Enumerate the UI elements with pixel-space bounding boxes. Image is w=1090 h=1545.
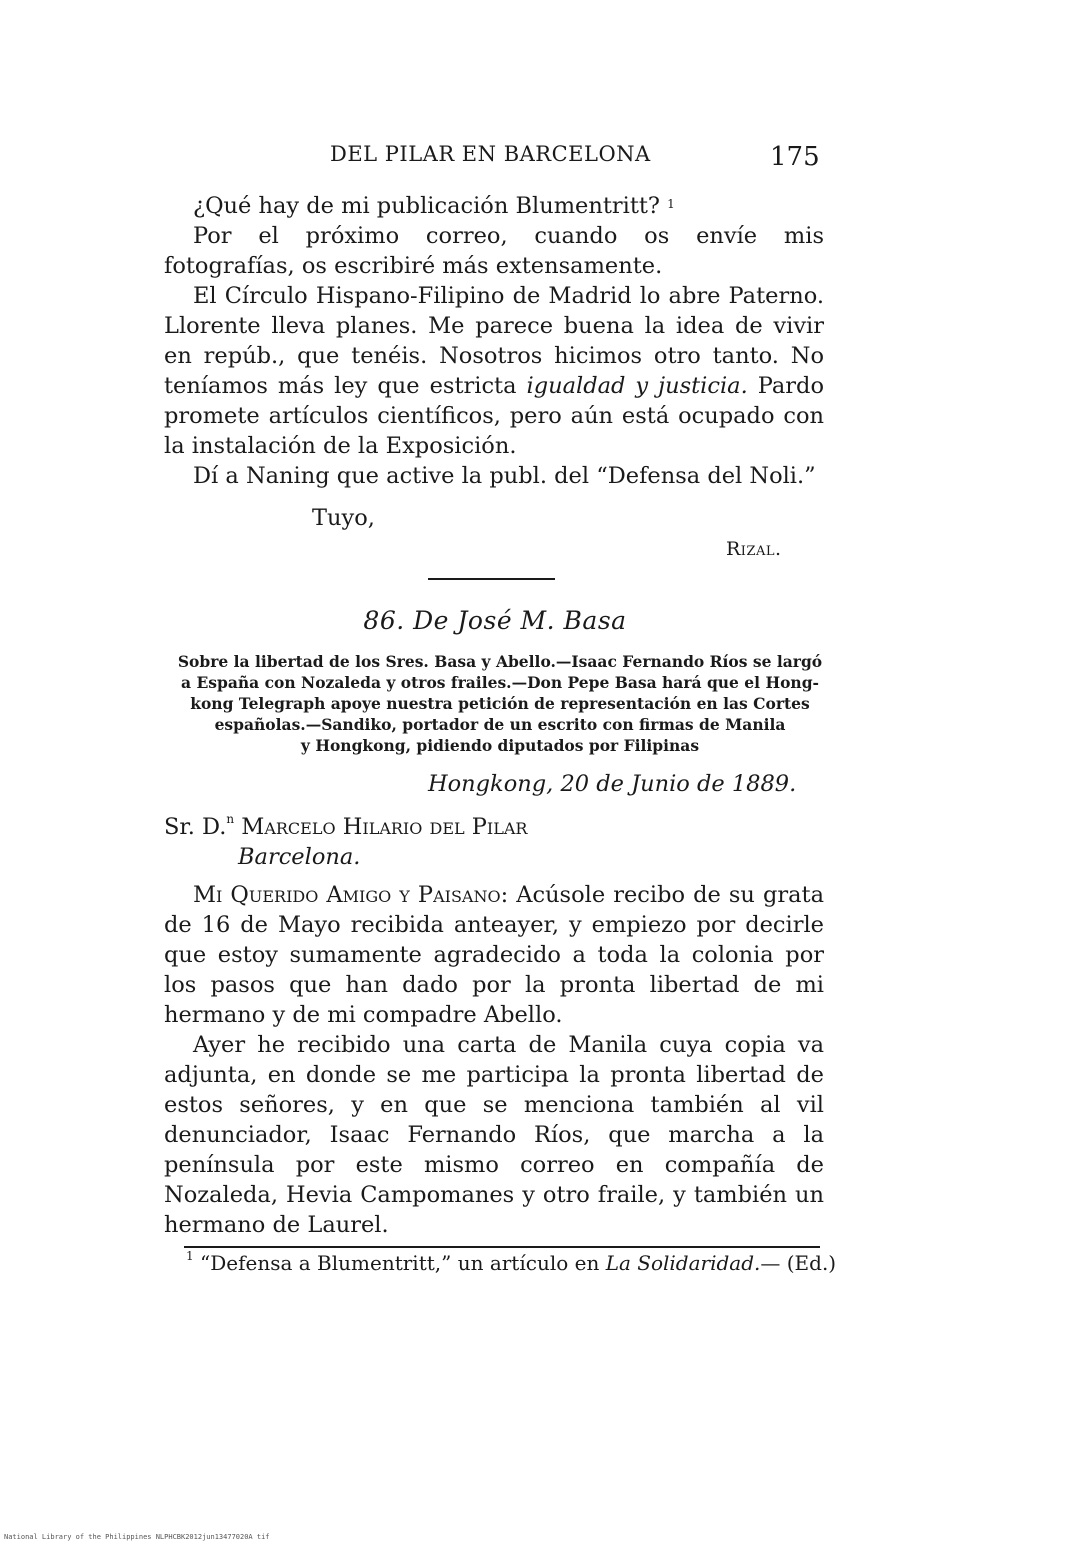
salutation-sup: n (226, 812, 235, 826)
section-summary (162, 651, 838, 756)
running-title: DEL PILAR EN BARCELONA (330, 142, 651, 166)
paragraph: Dí a Naning que active la publ. del “Defensa del Noli.” (193, 463, 816, 489)
footnote (186, 1251, 836, 1275)
summary-line: españolas.—Sandiko, portador de un escrito con firmas de Manila (214, 715, 786, 734)
paragraph-text: ¿Qué hay de mi publicación Blumentritt? (193, 193, 660, 219)
letter-end-text (164, 191, 824, 491)
footnote-rule (184, 1246, 820, 1248)
signature: Rizal. (726, 538, 782, 560)
paragraph: Ayer he recibido una carta de Manila cuya copia va adjunta, en donde se me participa la pronta libertad de estos señores, y en que se menciona también al vil denunciador, Isaac Fernando Ríos, que marcha a la península por este mismo correo en compañía de Nozaleda, Hevia Campomanes y otro fraile, y también un hermano de Laurel. (164, 1032, 824, 1238)
paragraph (164, 191, 824, 221)
summary-line: a España con Nozaleda y otros frailes.—Don Pepe Basa hará que el Hong- (181, 673, 819, 692)
salutation-prefix: Sr. D. (164, 814, 227, 840)
summary-line: Sobre la libertad de los Sres. Basa y Abello.—Isaac Fernando Ríos se largó (177, 652, 823, 671)
footnote-emphasis: La Solidaridad. (605, 1251, 761, 1275)
closing: Tuyo, (312, 505, 375, 531)
addressee-name: Marcelo Hilario del Pilar (241, 814, 528, 840)
paragraph-text: Pardo promete artículos científicos, pero aún está ocupado con la instalación de la Exposición. (164, 373, 824, 459)
footnote-suffix: — (Ed.) (760, 1251, 837, 1275)
paragraph: Por el próximo correo, cuando os envíe mis fotografías, os escribiré más extensamente. (164, 223, 824, 279)
page-number: 175 (770, 142, 820, 172)
letter-body (164, 880, 824, 1240)
footnote-text: “Defensa a Blumentritt,” un artículo en (200, 1251, 606, 1275)
section-divider (428, 578, 555, 580)
paragraph-text: El Círculo Hispano-Filipino de Madrid lo abre Paterno. Llorente lleva planes. Me parece buena la idea de vivir en repúb., que tenéis. Nosotros hicimos otro tanto. No teníamos más ley que estricta (164, 283, 824, 399)
summary-line: y Hongkong, pidiendo diputados por Filipinas (300, 736, 700, 755)
footnote-number: 1 (186, 1249, 194, 1263)
summary-line: kong Telegraph apoye nuestra petición de representación en las Cortes (190, 694, 810, 713)
scan-stamp: National Library of the Philippines NLPHCBK2012jun13477020A tif (4, 1533, 270, 1541)
footnote-ref: 1 (667, 197, 675, 211)
paragraph (164, 880, 824, 1030)
section-title: 86. De José M. Basa (363, 606, 627, 635)
paragraph-text: Acúsole recibo de su grata de 16 de Mayo recibida anteayer, y empiezo por decirle que estoy sumamente agradecido a toda la colonia por los pasos que han dado por la pronta libertad de mi hermano y de mi compadre Abello. (164, 882, 824, 1028)
dateline: Hongkong, 20 de Junio de 1889. (428, 771, 797, 797)
addressee-city: Barcelona. (238, 844, 361, 870)
greeting: Mi Querido Amigo y Paisano: (193, 882, 509, 908)
addressee (164, 814, 527, 840)
emphasis: igualdad y justicia. (526, 373, 748, 399)
paragraph (164, 281, 824, 461)
